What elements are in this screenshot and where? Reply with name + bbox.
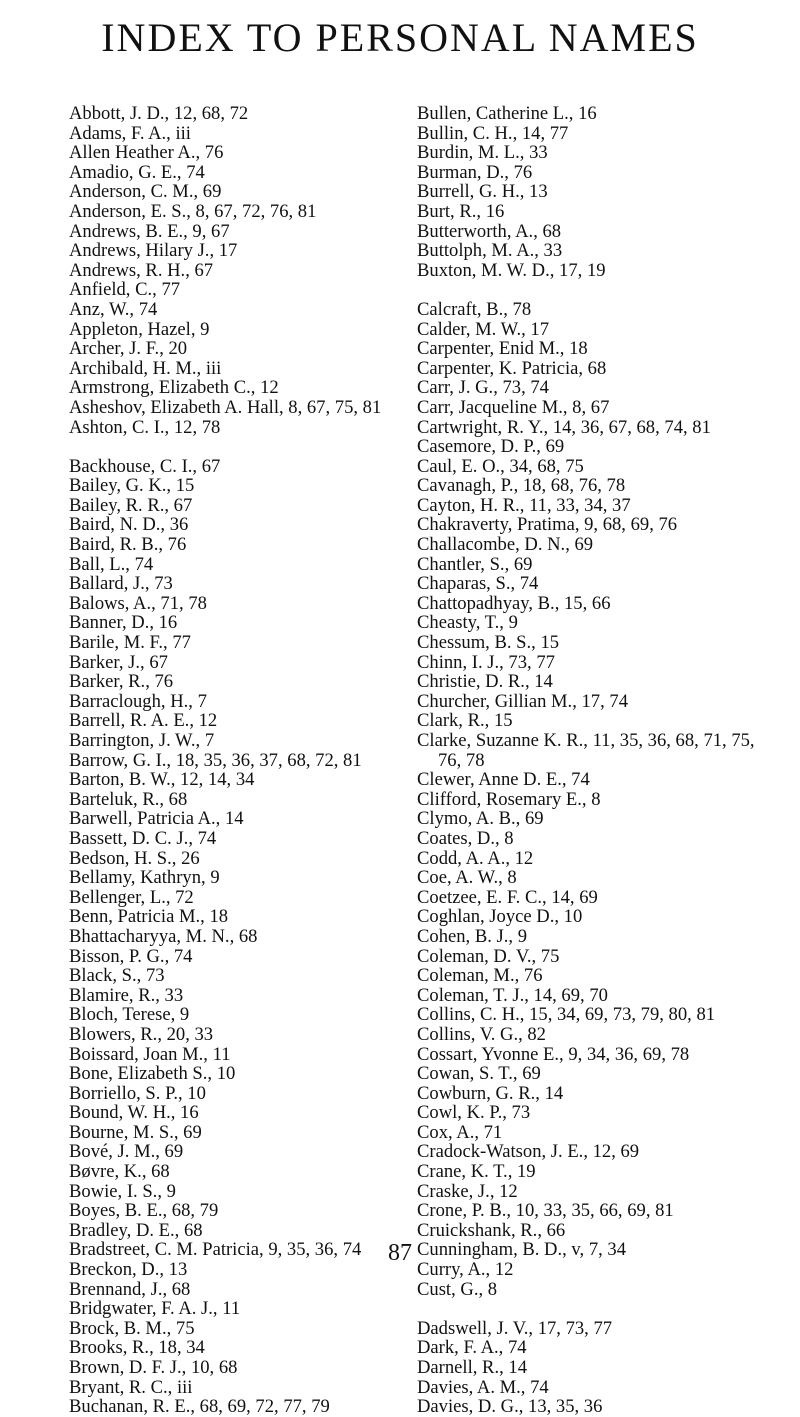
index-entry: Barraclough, H., 7	[69, 690, 207, 712]
index-entry: Brock, B. M., 75	[69, 1317, 195, 1339]
index-entry: Challacombe, D. N., 69	[417, 534, 594, 556]
index-column-right	[417, 104, 800, 1417]
index-entry: Cunningham, B. D., v, 7, 34	[417, 1239, 627, 1261]
index-entry: Chakraverty, Pratima, 9, 68, 69, 76	[417, 514, 678, 536]
index-entry: Barker, J., 67	[69, 651, 168, 673]
index-entry: Ashton, C. I., 12, 78	[69, 416, 221, 438]
index-entry: Crone, P. B., 10, 33, 35, 66, 69, 81	[417, 1200, 674, 1222]
index-entry: Cox, A., 71	[417, 1121, 503, 1143]
index-entry: Chinn, I. J., 73, 77	[417, 651, 555, 673]
index-entry: Burrell, G. H., 13	[417, 181, 548, 203]
index-entry: Brown, D. F. J., 10, 68	[69, 1357, 238, 1378]
index-entry: Bové, J. M., 69	[69, 1141, 184, 1163]
index-entry: Barrington, J. W., 7	[69, 730, 215, 751]
index-entry: Bone, Elizabeth S., 10	[69, 1063, 236, 1085]
index-entry: Breckon, D., 13	[69, 1259, 188, 1281]
letter-group-gap	[417, 1299, 800, 1319]
index-entry: Ball, L., 74	[69, 553, 154, 575]
index-entry: Bhattacharyya, M. N., 68	[69, 925, 258, 947]
index-entry: Coe, A. W., 8	[417, 867, 517, 889]
index-entry: Bryant, R. C., iii	[69, 1376, 193, 1398]
index-entry: Davies, D. G., 13, 35, 36	[417, 1396, 603, 1417]
index-entry: Collins, C. H., 15, 34, 69, 73, 79, 80, 81	[417, 1004, 716, 1026]
index-entry: Archer, J. F., 20	[69, 338, 188, 360]
index-entry: Barton, B. W., 12, 14, 34	[69, 769, 255, 791]
index-entry: Burt, R., 16	[417, 200, 505, 222]
page-number: 87	[388, 1240, 412, 1266]
index-entry: Allen Heather A., 76	[69, 142, 224, 164]
index-entry: Blowers, R., 20, 33	[69, 1023, 214, 1045]
index-entry: Anz, W., 74	[69, 298, 158, 320]
index-entry: Boissard, Joan M., 11	[69, 1043, 231, 1065]
index-entry: Abbott, J. D., 12, 68, 72	[69, 103, 249, 124]
index-entry: Anderson, C. M., 69	[69, 181, 222, 203]
index-entry: Carr, Jacqueline M., 8, 67	[417, 396, 610, 418]
index-entry: Borriello, S. P., 10	[69, 1082, 206, 1104]
index-entry: Cowburn, G. R., 14	[417, 1082, 564, 1104]
index-entry: Asheshov, Elizabeth A. Hall, 8, 67, 75, 81	[69, 396, 382, 418]
index-entry: Bedson, H. S., 26	[69, 847, 200, 869]
index-entry: Clifford, Rosemary E., 8	[417, 788, 601, 810]
index-entry: Bassett, D. C. J., 74	[69, 827, 217, 849]
index-entry: Blamire, R., 33	[69, 984, 184, 1006]
index-entry: Coleman, D. V., 75	[417, 945, 560, 967]
index-entry: Bisson, P. G., 74	[69, 945, 193, 967]
index-entry: Caul, E. O., 34, 68, 75	[417, 455, 584, 477]
index-entry: Benn, Patricia M., 18	[69, 906, 229, 928]
index-entry: Carr, J. G., 73, 74	[417, 377, 549, 399]
index-entry: Codd, A. A., 12	[417, 847, 534, 869]
index-entry: Bloch, Terese, 9	[69, 1004, 190, 1026]
index-entry: Buchanan, R. E., 68, 69, 72, 77, 79	[69, 1396, 330, 1417]
index-entry: Archibald, H. M., iii	[69, 357, 222, 379]
index-entry: Andrews, Hilary J., 17	[69, 240, 238, 262]
index-entry: Buxton, M. W. D., 17, 19	[417, 259, 606, 281]
index-entry: Cradock-Watson, J. E., 12, 69	[417, 1141, 640, 1163]
index-entry: Crane, K. T., 19	[417, 1161, 536, 1183]
index-entry: Andrews, R. H., 67	[69, 259, 214, 281]
index-entry: Churcher, Gillian M., 17, 74	[417, 690, 628, 712]
index-entry: Bradley, D. E., 68	[69, 1219, 203, 1241]
index-entry: Coetzee, E. F. C., 14, 69	[417, 886, 598, 908]
index-entry: Adams, F. A., iii	[69, 122, 191, 144]
index-entry: Amadio, G. E., 74	[69, 161, 205, 183]
index-entry: Dadswell, J. V., 17, 73, 77	[417, 1317, 613, 1339]
index-entry: Bound, W. H., 16	[69, 1102, 199, 1124]
letter-group-gap	[417, 280, 800, 300]
index-entry: Craske, J., 12	[417, 1180, 518, 1202]
index-entry: Barrow, G. I., 18, 35, 36, 37, 68, 72, 81	[69, 749, 362, 771]
index-entry: Chaparas, S., 74	[417, 573, 539, 595]
index-entry: Baird, N. D., 36	[69, 514, 189, 536]
index-entry: Clymo, A. B., 69	[417, 808, 544, 830]
index-entry: Cossart, Yvonne E., 9, 34, 36, 69, 78	[417, 1043, 690, 1065]
index-entry: Buttolph, M. A., 33	[417, 240, 563, 262]
index-entry: Coates, D., 8	[417, 827, 514, 849]
index-entry: Clark, R., 15	[417, 710, 513, 732]
index-entry: Cartwright, R. Y., 14, 36, 67, 68, 74, 81	[417, 416, 711, 438]
index-entry: Ballard, J., 73	[69, 573, 173, 595]
index-entry: Bridgwater, F. A. J., 11	[69, 1298, 241, 1320]
index-entry: Cowan, S. T., 69	[417, 1063, 541, 1085]
index-entry: Barwell, Patricia A., 14	[69, 808, 244, 830]
index-entry: Appleton, Hazel, 9	[69, 318, 210, 340]
letter-group-gap	[69, 437, 459, 457]
index-entry: Banner, D., 16	[69, 612, 178, 634]
index-entry: Chattopadhyay, B., 15, 66	[417, 592, 611, 614]
index-entry: 76, 78	[438, 749, 485, 771]
index-entry: Baird, R. B., 76	[69, 534, 187, 556]
index-entry: Butterworth, A., 68	[417, 220, 562, 242]
index-entry: Barile, M. F., 77	[69, 632, 191, 654]
index-entry: Burdin, M. L., 33	[417, 142, 548, 164]
index-entry: Armstrong, Elizabeth C., 12	[69, 377, 279, 399]
index-entry: Cruickshank, R., 66	[417, 1219, 566, 1241]
index-entry: Bowie, I. S., 9	[69, 1180, 176, 1202]
index-entry: Bailey, G. K., 15	[69, 475, 195, 497]
index-entry: Coleman, T. J., 14, 69, 70	[417, 984, 608, 1006]
index-entry: Calcraft, B., 78	[417, 298, 532, 320]
index-entry: Carpenter, K. Patricia, 68	[417, 357, 607, 379]
index-entry: Boyes, B. E., 68, 79	[69, 1200, 219, 1222]
index-entry: Anfield, C., 77	[69, 279, 181, 301]
index-entry: Balows, A., 71, 78	[69, 592, 207, 614]
index-entry: Barker, R., 76	[69, 671, 174, 693]
index-entry: Cavanagh, P., 18, 68, 76, 78	[417, 475, 626, 497]
index-entry: Curry, A., 12	[417, 1259, 514, 1281]
index-entry: Bailey, R. R., 67	[69, 494, 193, 516]
index-entry: Clarke, Suzanne K. R., 11, 35, 36, 68, 71, 75,	[417, 730, 755, 751]
index-entry: Dark, F. A., 74	[417, 1337, 527, 1359]
index-entry: Cheasty, T., 9	[417, 612, 518, 634]
index-entry: Coghlan, Joyce D., 10	[417, 906, 583, 928]
index-entry: Carpenter, Enid M., 18	[417, 338, 588, 360]
index-entry: Davies, A. M., 74	[417, 1376, 549, 1398]
index-entry: Cohen, B. J., 9	[417, 925, 528, 947]
index-entry: Andrews, B. E., 9, 67	[69, 220, 230, 242]
index-entry: Backhouse, C. I., 67	[69, 455, 221, 477]
index-column-left	[69, 104, 459, 1417]
index-entry: Coleman, M., 76	[417, 965, 543, 987]
index-entry: Brooks, R., 18, 34	[69, 1337, 205, 1359]
index-entry: Black, S., 73	[69, 965, 165, 987]
index-entry: Calder, M. W., 17	[417, 318, 549, 340]
index-entry: Chessum, B. S., 15	[417, 632, 560, 654]
index-entry: Casemore, D. P., 69	[417, 436, 565, 458]
index-entry: Bradstreet, C. M. Patricia, 9, 35, 36, 74	[69, 1239, 362, 1261]
index-entry: Clewer, Anne D. E., 74	[417, 769, 590, 791]
index-entry: Bullen, Catherine L., 16	[417, 103, 597, 124]
index-entry: Cayton, H. R., 11, 33, 34, 37	[417, 494, 631, 516]
index-entry: Barteluk, R., 68	[69, 788, 188, 810]
page-title: INDEX TO PERSONAL NAMES	[101, 15, 699, 60]
index-entry: Burman, D., 76	[417, 161, 533, 183]
index-entry: Bellenger, L., 72	[69, 886, 194, 908]
index-entry: Bellamy, Kathryn, 9	[69, 867, 220, 889]
index-entry: Chantler, S., 69	[417, 553, 533, 575]
index-entry: Anderson, E. S., 8, 67, 72, 76, 81	[69, 200, 317, 222]
index-entry: Bullin, C. H., 14, 77	[417, 122, 569, 144]
index-entry: Darnell, R., 14	[417, 1357, 527, 1378]
index-entry: Barrell, R. A. E., 12	[69, 710, 218, 732]
index-entry: Cowl, K. P., 73	[417, 1102, 531, 1124]
index-entry: Brennand, J., 68	[69, 1278, 191, 1300]
index-entry: Collins, V. G., 82	[417, 1023, 546, 1045]
index-entry: Cust, G., 8	[417, 1278, 498, 1300]
index-entry: Bourne, M. S., 69	[69, 1121, 202, 1143]
index-entry: Christie, D. R., 14	[417, 671, 553, 693]
index-entry: Bøvre, K., 68	[69, 1161, 170, 1183]
